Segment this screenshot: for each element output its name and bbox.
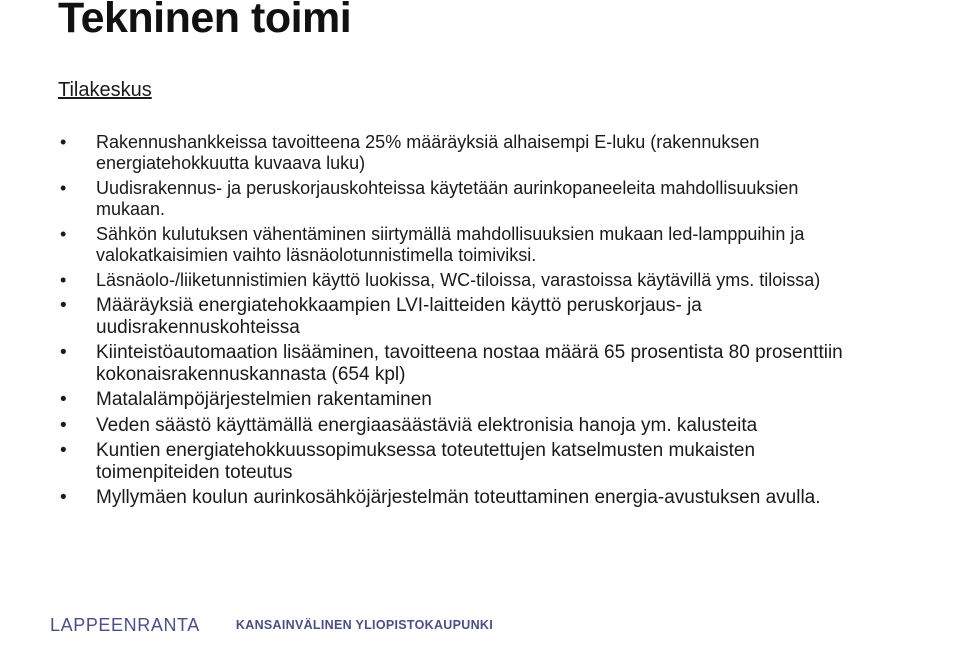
- bullet-item-myllymaen-koulu: [58, 487, 858, 509]
- bullet-text: Veden säästö käyttämällä energiaasäästäviä elektronisia hanoja ym. kalusteita: [96, 414, 758, 436]
- lappeenranta-logo: LAPPEENRANTA: [50, 614, 200, 635]
- bullet-item-katselmukset: [58, 440, 858, 483]
- bullet-item-matalalampo: [58, 389, 858, 411]
- bullet-text: Matalalämpöjärjestelmien rakentaminen: [96, 389, 432, 410]
- bullet-item-e-luku: [58, 132, 858, 174]
- bullet-text: Rakennushankkeissa tavoitteena 25% määräyksiä alhaisempi E-luku (rakennuksen energiatehokkuutta kuvaava luku): [96, 132, 760, 173]
- bullet-item-led-lamput: [58, 224, 858, 266]
- footer-slogan: KANSAINVÄLINEN YLIOPISTOKAUPUNKI: [235, 618, 494, 632]
- bullet-item-veden-saasto: [58, 415, 858, 437]
- bullet-icon: •: [60, 414, 67, 436]
- bullet-text: Sähkön kulutuksen vähentäminen siirtymällä mahdollisuuksien mukaan led-lamppuihin ja valokatkaisimien vaihto läsnäolotunnistimella toimiviksi.: [96, 224, 805, 265]
- bullet-text: Läsnäolo-/liiketunnistimien käyttö luokissa, WC-tiloissa, varastoissa käytävillä yms. tiloissa): [96, 270, 821, 290]
- bullet-icon: •: [60, 440, 67, 461]
- section-heading: Tilakeskus: [58, 79, 152, 101]
- bullet-text: Kuntien energiatehokkuussopimuksessa toteutettujen katselmusten mukaisten toimenpiteiden toteutus: [96, 440, 756, 483]
- bullet-icon: •: [60, 224, 67, 244]
- slide-title: Tekninen toimi: [58, 0, 352, 42]
- bullet-list: [58, 132, 858, 513]
- bullet-icon: •: [60, 178, 67, 198]
- bullet-item-lvi-laitteet: [58, 295, 858, 338]
- bullet-item-aurinkopaneelit: [58, 178, 858, 220]
- bullet-item-liiketunnistimet: [58, 270, 858, 291]
- footer: [50, 612, 493, 638]
- bullet-text: Määräyksiä energiatehokkaampien LVI-laitteiden käyttö peruskorjaus- ja uudisrakennuskohteissa: [96, 295, 702, 338]
- bullet-text: Myllymäen koulun aurinkosähköjärjestelmän toteuttaminen energia-avustuksen avulla.: [96, 487, 821, 508]
- bullet-text: Kiinteistöautomaation lisääminen, tavoitteena nostaa määrä 65 prosentista 80 prosenttiin kokonaisrakennuskannasta (654 kpl): [96, 342, 843, 385]
- bullet-icon: •: [60, 487, 67, 508]
- bullet-icon: •: [60, 295, 67, 316]
- bullet-item-kiinteistoautomaatio: [58, 342, 858, 385]
- bullet-text: Uudisrakennus- ja peruskorjauskohteissa käytetään aurinkopaneeleita mahdollisuuksien mukaan.: [96, 178, 799, 219]
- bullet-icon: •: [60, 342, 67, 363]
- bullet-icon: •: [60, 132, 67, 152]
- bullet-icon: •: [60, 270, 67, 290]
- bullet-icon: •: [60, 389, 67, 410]
